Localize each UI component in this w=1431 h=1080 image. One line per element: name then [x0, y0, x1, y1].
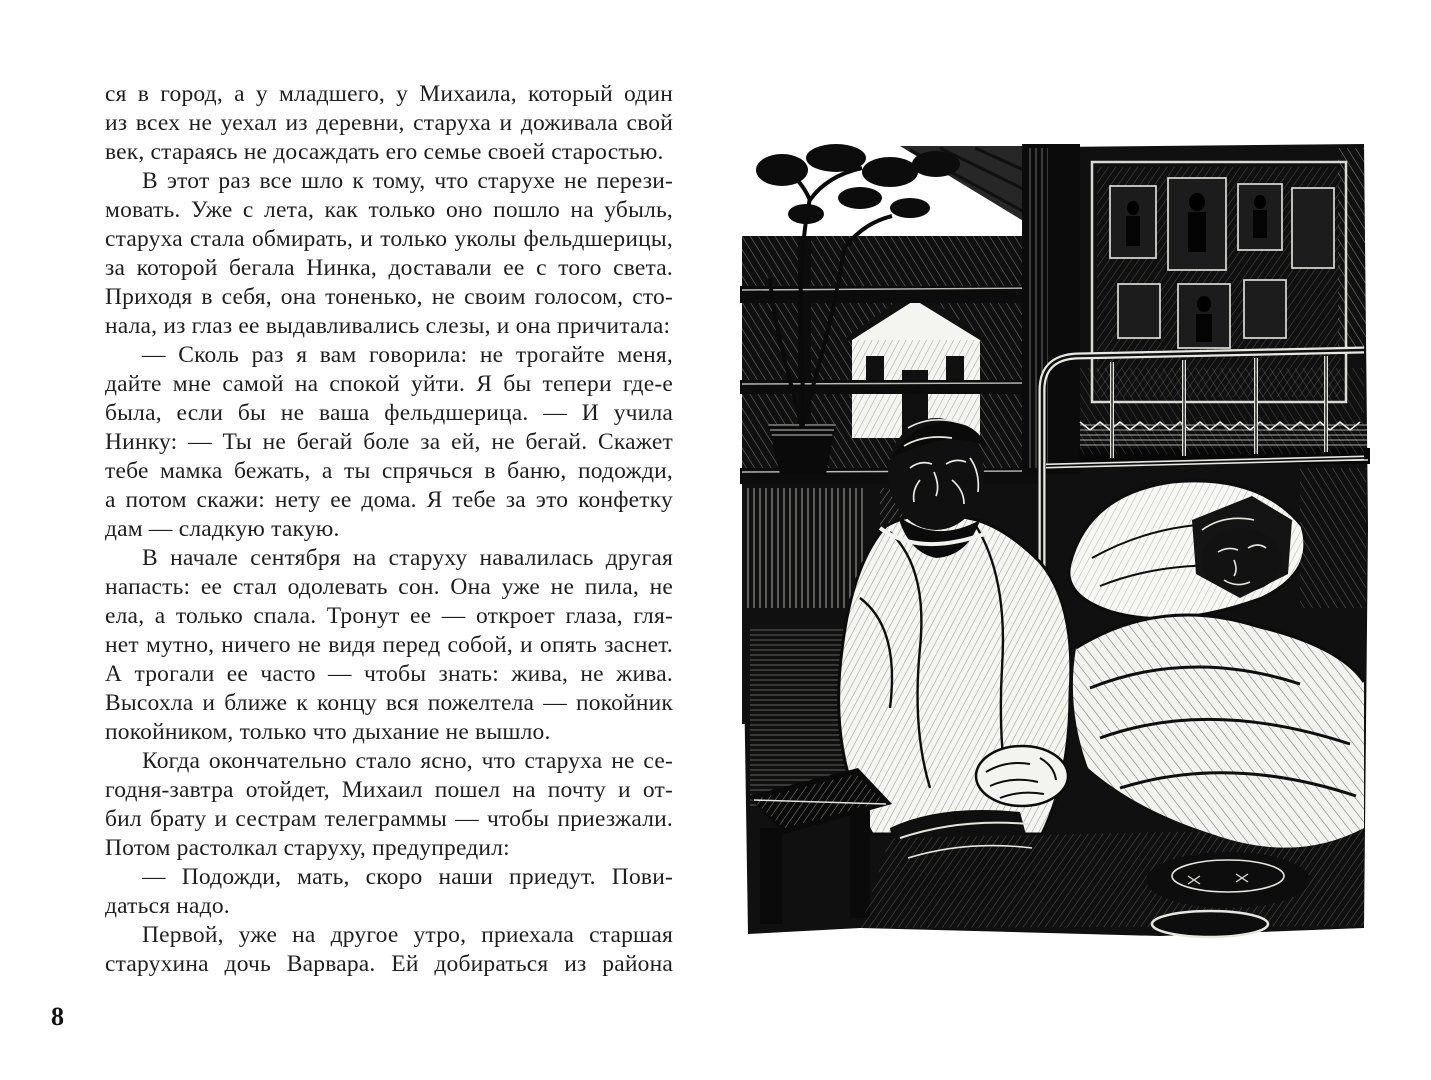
woodcut-svg — [740, 128, 1370, 946]
text-line: дайте мне самой на спокой уйти. Я бы тепери где-е — [105, 371, 673, 397]
text-line: годня-завтра отойдет, Михаил пошел на почту и от- — [105, 777, 673, 803]
text-line: Потом растолкал старуху, предупредил: — [105, 835, 510, 861]
page-number: 8 — [51, 1002, 64, 1031]
text-line: Нинку: — Ты не бегай боле за ей, не бегай. Скажет — [105, 429, 673, 455]
text-line: А трогали ее часто — чтобы знать: жива, не жива. — [105, 661, 673, 687]
text-line: покойником, только что дыхание не вышло. — [105, 719, 551, 745]
text-line: была, если бы не ваша фельдшерица. — И учила — [105, 400, 673, 426]
text-line: напасть: ее стал одолевать сон. Она уже не пила, не — [105, 574, 673, 600]
text-line: век, стараясь не досаждать его семье своей старостью. — [105, 139, 664, 165]
text-line: старуха стала обмирать, и только уколы фельдшерицы, — [105, 226, 673, 252]
text-line: дам — сладкую такую. — [105, 516, 340, 542]
photo-frames — [1092, 162, 1346, 402]
text-line: из всех не уехал из деревни, старуха и доживала свой — [105, 110, 673, 136]
clasped-hands — [976, 746, 1068, 806]
text-line: — Сколь раз я вам говорила: не трогайте меня, — [142, 342, 673, 368]
text-line: старухина дочь Варвара. Ей добираться из района — [105, 951, 673, 977]
text-line: за которой бегала Нинка, доставали ее с того света. — [105, 255, 673, 281]
text-line: ела, а только спала. Тронут ее — откроет глаза, гля- — [105, 603, 673, 629]
text-column — [105, 80, 673, 979]
text-line: В этот раз все шло к тому, что старухе не перези- — [142, 168, 673, 194]
text-line: даться надо. — [105, 893, 230, 919]
text-line: Высохла и ближе к концу вся пожелтела — покойник — [105, 690, 673, 716]
text-line: нала, из глаз ее выдавливались слезы, и она причитала: — [105, 313, 671, 339]
text-line: Первой, уже на другое утро, приехала старшая — [142, 922, 673, 948]
text-line: бил брату и сестрам телеграммы — чтобы приезжали. — [105, 806, 673, 832]
text-line: тебе мамка бежать, а ты спрячься в баню, подожди, — [105, 458, 673, 484]
text-line: Приходя в себя, она тоненько, не своим голосом, сто- — [105, 284, 673, 310]
text-line: мовать. Уже с лета, как только оно пошло на убыль, — [105, 197, 673, 223]
text-line: нет мутно, ничего не видя перед собой, и опять заснет. — [105, 632, 673, 658]
text-line: ся в город, а у младшего, у Михаила, который один — [105, 81, 673, 107]
text-line: Когда окончательно стало ясно, что старуха не се- — [142, 748, 673, 774]
text-line: В начале сентября на старуху навалилась другая — [142, 545, 673, 571]
text-line: — Подожди, мать, скоро наши приедут. Пови- — [142, 864, 673, 890]
woodcut-illustration — [740, 128, 1370, 946]
text-line: а потом скажи: нету ее дома. Я тебе за это конфетку — [105, 487, 673, 513]
